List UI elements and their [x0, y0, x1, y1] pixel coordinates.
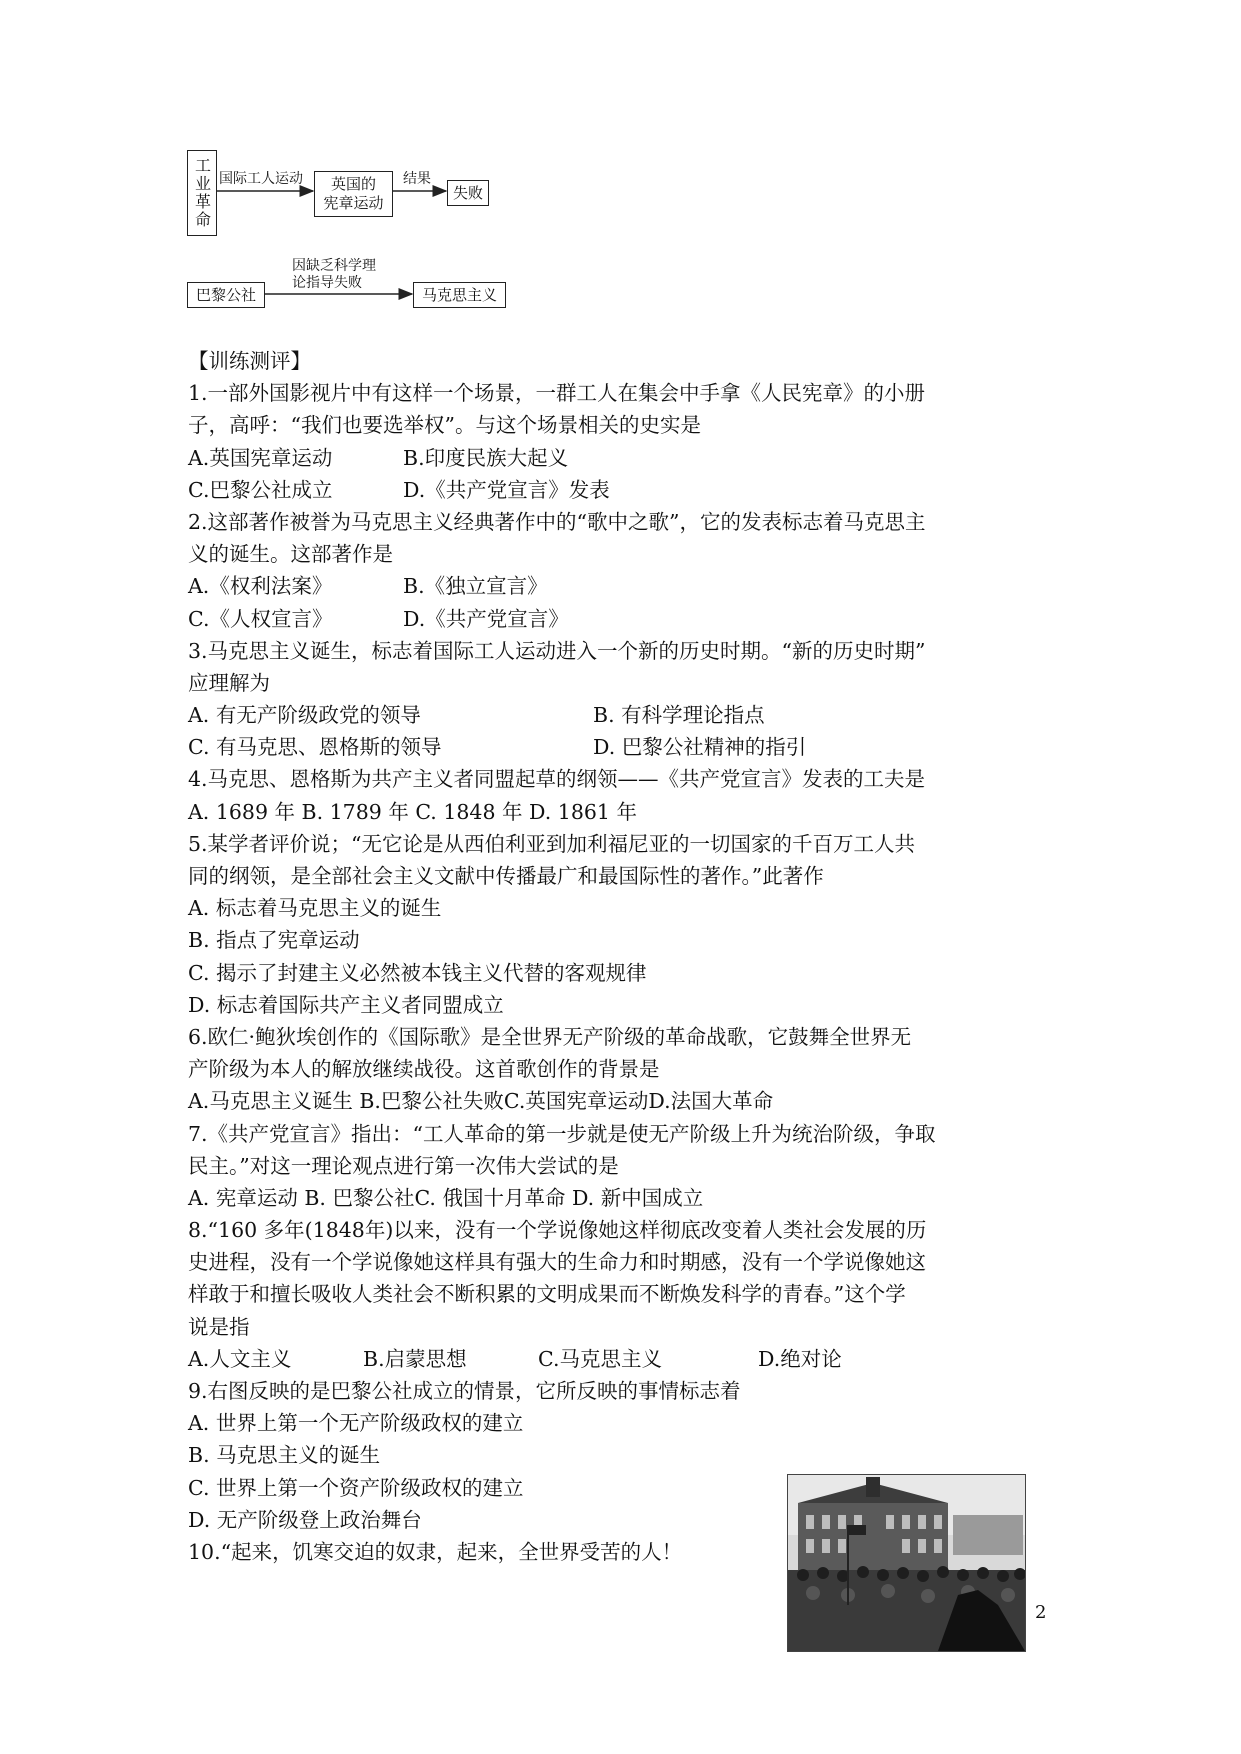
- illustration-drawing: [788, 1475, 1025, 1651]
- q2-line: 义的诞生。这部著作是: [188, 542, 393, 567]
- q7-line: 7.《共产党宣言》指出：“工人革命的第一步就是使无产阶级上升为统治阶级，争取: [188, 1121, 936, 1146]
- option: A. 有无产阶级政党的领导: [188, 703, 421, 728]
- q6-line: 产阶级为本人的解放继续战役。这首歌创作的背景是: [188, 1057, 660, 1082]
- option: C.马克思主义: [538, 1346, 662, 1371]
- q5-line: A. 标志着马克思主义的诞生: [188, 896, 442, 921]
- international-workers-movement-label: 国际工人运动: [219, 171, 303, 187]
- option: B. 有科学理论指点: [593, 703, 765, 728]
- q2-options-row: [188, 570, 1068, 602]
- q3-line: 应理解为: [188, 670, 270, 695]
- option: A.英国宪章运动: [188, 445, 333, 470]
- q6-line: A.马克思主义诞生 B.巴黎公社失败C.英国宪章运动D.法国大革命: [188, 1089, 774, 1114]
- option: B.《独立宣言》: [403, 574, 548, 599]
- q8-line: 样敢于和擅长吸收人类社会不断积累的文明成果而不断焕发科学的青春。”这个学: [188, 1282, 906, 1307]
- option: B.印度民族大起义: [403, 445, 569, 470]
- option: C. 有马克思、恩格斯的领导: [188, 735, 442, 760]
- q5-line: 5.某学者评价说；“无它论是从西伯利亚到加利福尼亚的一切国家的千百万工人共: [188, 831, 916, 856]
- q4-line: A. 1689 年 B. 1789 年 C. 1848 年 D. 1861 年: [188, 799, 637, 824]
- q9-line: C. 世界上第一个资产阶级政权的建立: [188, 1475, 524, 1500]
- q8-line: 史进程，没有一个学说像她这样具有强大的生命力和时期感，没有一个学说像她这: [188, 1250, 926, 1275]
- q9-line: 9.右图反映的是巴黎公社成立的情景，它所反映的事情标志着: [188, 1379, 741, 1403]
- option: D.绝对论: [758, 1346, 842, 1371]
- q5-line: 同的纲领，是全部社会主义文献中传播最广和最国际性的著作。”此著作: [188, 864, 824, 888]
- q1-line: 1.一部外国影视片中有这样一个场景，一群工人在集会中手拿《人民宪章》的小册: [188, 381, 926, 406]
- section-title: 【训练测评】: [188, 349, 311, 373]
- option: C.《人权宣言》: [188, 606, 333, 631]
- industrial-revolution-box: [187, 150, 217, 236]
- paris-commune-box: 巴黎公社: [187, 282, 265, 308]
- option: D.《共产党宣言》发表: [403, 477, 610, 502]
- chartism-box: 英国的 宪章运动: [314, 171, 393, 217]
- option: A.人文主义: [188, 1346, 292, 1371]
- q4-line: 4.马克思、恩格斯为共产主义者同盟起草的纲领——《共产党宣言》发表的工夫是: [188, 767, 926, 792]
- q3-options-row: [188, 731, 1068, 763]
- industrial-revolution-label: 工业革命: [192, 157, 212, 229]
- q9-line: D. 无产阶级登上政治舞台: [188, 1507, 422, 1532]
- q2-options-row: [188, 603, 1068, 635]
- q5-line: C. 揭示了封建主义必然被本钱主义代替的客观规律: [188, 960, 647, 985]
- q3-options-row: [188, 699, 1068, 731]
- q8-line: 说是指: [188, 1314, 250, 1339]
- option: B.启蒙思想: [363, 1346, 467, 1371]
- failure-box: 失败: [447, 180, 489, 206]
- option: D.《共产党宣言》: [403, 606, 569, 631]
- q5-line: D. 标志着国际共产主义者同盟成立: [188, 992, 504, 1017]
- result-label: 结果: [403, 171, 431, 187]
- q1-options-row: [188, 442, 1068, 474]
- lack-theory-label: 因缺乏科学理 论指导失败: [292, 258, 376, 291]
- page-number: 2: [1035, 1602, 1047, 1623]
- option: C.巴黎公社成立: [188, 477, 333, 502]
- option: A.《权利法案》: [188, 574, 333, 599]
- option: D. 巴黎公社精神的指引: [593, 735, 807, 760]
- q8-line: 8.“160 多年(1848年)以来，没有一个学说像她这样彻底改变着人类社会发展的历: [188, 1218, 927, 1243]
- q5-line: B. 指点了宪章运动: [188, 928, 360, 953]
- paris-commune-illustration: [787, 1474, 1026, 1652]
- q7-line: A. 宪章运动 B. 巴黎公社C. 俄国十月革命 D. 新中国成立: [188, 1185, 704, 1210]
- q1-line: 子，高呼：“我们也要选举权”。与这个场景相关的史实是: [188, 413, 701, 438]
- q3-line: 3.马克思主义诞生，标志着国际工人运动进入一个新的历史时期。“新的历史时期”: [188, 638, 926, 663]
- marxism-box: 马克思主义: [413, 282, 506, 308]
- q2-line: 2.这部著作被誉为马克思主义经典著作中的“歌中之歌”，它的发表标志着马克思主: [188, 509, 926, 534]
- exercise-section: [188, 345, 1068, 1568]
- flow-diagram: [0, 0, 1241, 330]
- q1-options-row: [188, 474, 1068, 506]
- q10-line: 10.“起来，饥寒交迫的奴隶，起来，全世界受苦的人！: [188, 1539, 683, 1564]
- q9-line: B. 马克思主义的诞生: [188, 1443, 381, 1468]
- q6-line: 6.欧仁·鲍狄埃创作的《国际歌》是全世界无产阶级的革命战歌，它鼓舞全世界无: [188, 1024, 912, 1049]
- q7-line: 民主。”对这一理论观点进行第一次伟大尝试的是: [188, 1153, 619, 1178]
- q9-line: A. 世界上第一个无产阶级政权的建立: [188, 1411, 524, 1436]
- q8-options-row: [188, 1343, 1068, 1375]
